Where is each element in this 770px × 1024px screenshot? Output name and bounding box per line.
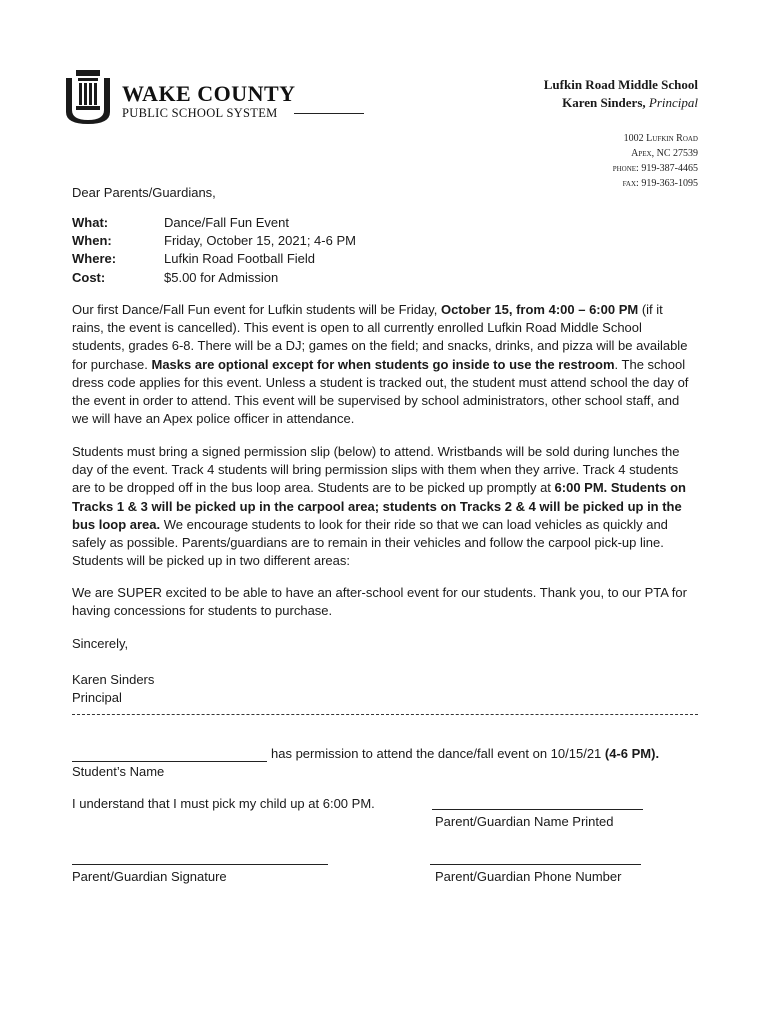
- closing: Sincerely,: [72, 636, 129, 651]
- school-info: [544, 76, 698, 112]
- p2-pickup-areas: 6:00 PM. Students on Tracks 1 & 3 will be picked up in the carpool area; students on Tracks 2 & 4 will be picked up in the bus loop area.: [72, 480, 686, 532]
- address-line2: Apex, NC 27539: [631, 148, 698, 159]
- principal-name: Karen Sinders,: [562, 95, 646, 110]
- paragraph-pickup-info: [72, 443, 698, 570]
- detail-row-what: [72, 214, 356, 232]
- signer-block: [72, 671, 698, 707]
- address-line1: 1002 Lufkin Road: [623, 133, 698, 144]
- district-logo: [66, 70, 306, 126]
- p1-text-e: . The school dress code applies for this event. Unless a student is tracked out, the student must attend school the day of the event in order to attend. This event will be supervised by school administrators, other school staff, and we will have an Apex police officer in attendance.: [72, 356, 689, 427]
- cut-line: [72, 714, 698, 715]
- pickup-statement: I understand that I must pick my child up at 6:00 PM.: [72, 796, 375, 811]
- signer-title: Principal: [72, 690, 122, 706]
- logo-rule: [294, 113, 364, 114]
- paragraph-event-info: [72, 301, 698, 428]
- guardian-phone-label: Parent/Guardian Phone Number: [435, 869, 622, 884]
- detail-label: What:: [72, 215, 109, 230]
- detail-label: When:: [72, 233, 112, 249]
- school-name: Lufkin Road Middle School: [543, 77, 698, 92]
- principal-line: [544, 94, 698, 112]
- org-name: WAKE COUNTY: [122, 81, 296, 106]
- detail-label: Where:: [72, 251, 117, 267]
- school-building-icon: [66, 70, 110, 124]
- permission-time: (4-6 PM).: [604, 746, 660, 761]
- detail-value: Friday, October 15, 2021; 4-6 PM: [164, 233, 356, 249]
- guardian-signature-label: Parent/Guardian Signature: [72, 869, 227, 884]
- detail-row-where: [72, 250, 356, 268]
- guardian-signature-field[interactable]: [72, 864, 328, 865]
- phone-number: 919-387-4465: [641, 163, 698, 174]
- detail-value: Dance/Fall Fun Event: [164, 215, 290, 230]
- p2-text-a: Students must bring a signed permission slip (below) to attend. Wristbands will be sold during lunches the day of the event. Track 4 students will bring permission slips with them when they arrive. Track 4 students are to be dropped off in the bus loop area. Students are to be picked up promptly at: [72, 444, 680, 496]
- guardian-phone-field[interactable]: [430, 864, 641, 865]
- principal-title: Principal: [648, 95, 698, 110]
- event-details: [72, 214, 356, 287]
- greeting: Dear Parents/Guardians,: [72, 185, 216, 200]
- signer-name: Karen Sinders: [72, 672, 155, 687]
- guardian-name-field[interactable]: [432, 809, 643, 810]
- student-name-label: Student’s Name: [72, 764, 165, 779]
- detail-row-when: [72, 232, 356, 250]
- detail-row-cost: [72, 269, 356, 287]
- paragraph-thanks: We are SUPER excited to be able to have an after-school event for our students. Thank you, to our PTA for having concessions for students to purchase.: [72, 585, 687, 619]
- guardian-name-label: Parent/Guardian Name Printed: [435, 814, 614, 829]
- permission-text: has permission to attend the dance/fall event on 10/15/21: [271, 746, 605, 761]
- p2-text-c: We encourage students to look for their ride so that we can load vehicles as quickly and safely as possible. Parents/guardians are to remain in their vehicles and follow the carpool pick-up line. Students will be picked up in two different areas:: [72, 516, 668, 569]
- p1-text-c: (if it rains, the event is cancelled). This event is open to all currently enrolled Lufkin Road Middle School students, grades 6-8. There will be a DJ; games on the field; and snacks, drinks, and pizza will be available for purchase.: [72, 302, 688, 372]
- p1-date-time: October 15, from 4:00 – 6:00 PM: [440, 302, 639, 317]
- detail-value: $5.00 for Admission: [164, 269, 279, 285]
- fax-number: 919-363-1095: [641, 178, 698, 189]
- phone-label: phone:: [612, 163, 639, 174]
- detail-value: Lufkin Road Football Field: [164, 251, 316, 267]
- detail-label: Cost:: [72, 269, 106, 285]
- p1-text-a: Our first Dance/Fall Fun event for Lufkin students will be Friday,: [72, 302, 441, 317]
- org-subtitle: PUBLIC SCHOOL SYSTEM: [122, 106, 278, 120]
- fax-label: fax:: [622, 178, 639, 189]
- student-name-field[interactable]: [72, 761, 267, 762]
- p1-mask-policy: Masks are optional except for when students go inside to use the restroom: [151, 356, 615, 372]
- phone-line: [613, 161, 698, 176]
- permission-statement: [271, 745, 659, 763]
- school-address: [613, 131, 698, 191]
